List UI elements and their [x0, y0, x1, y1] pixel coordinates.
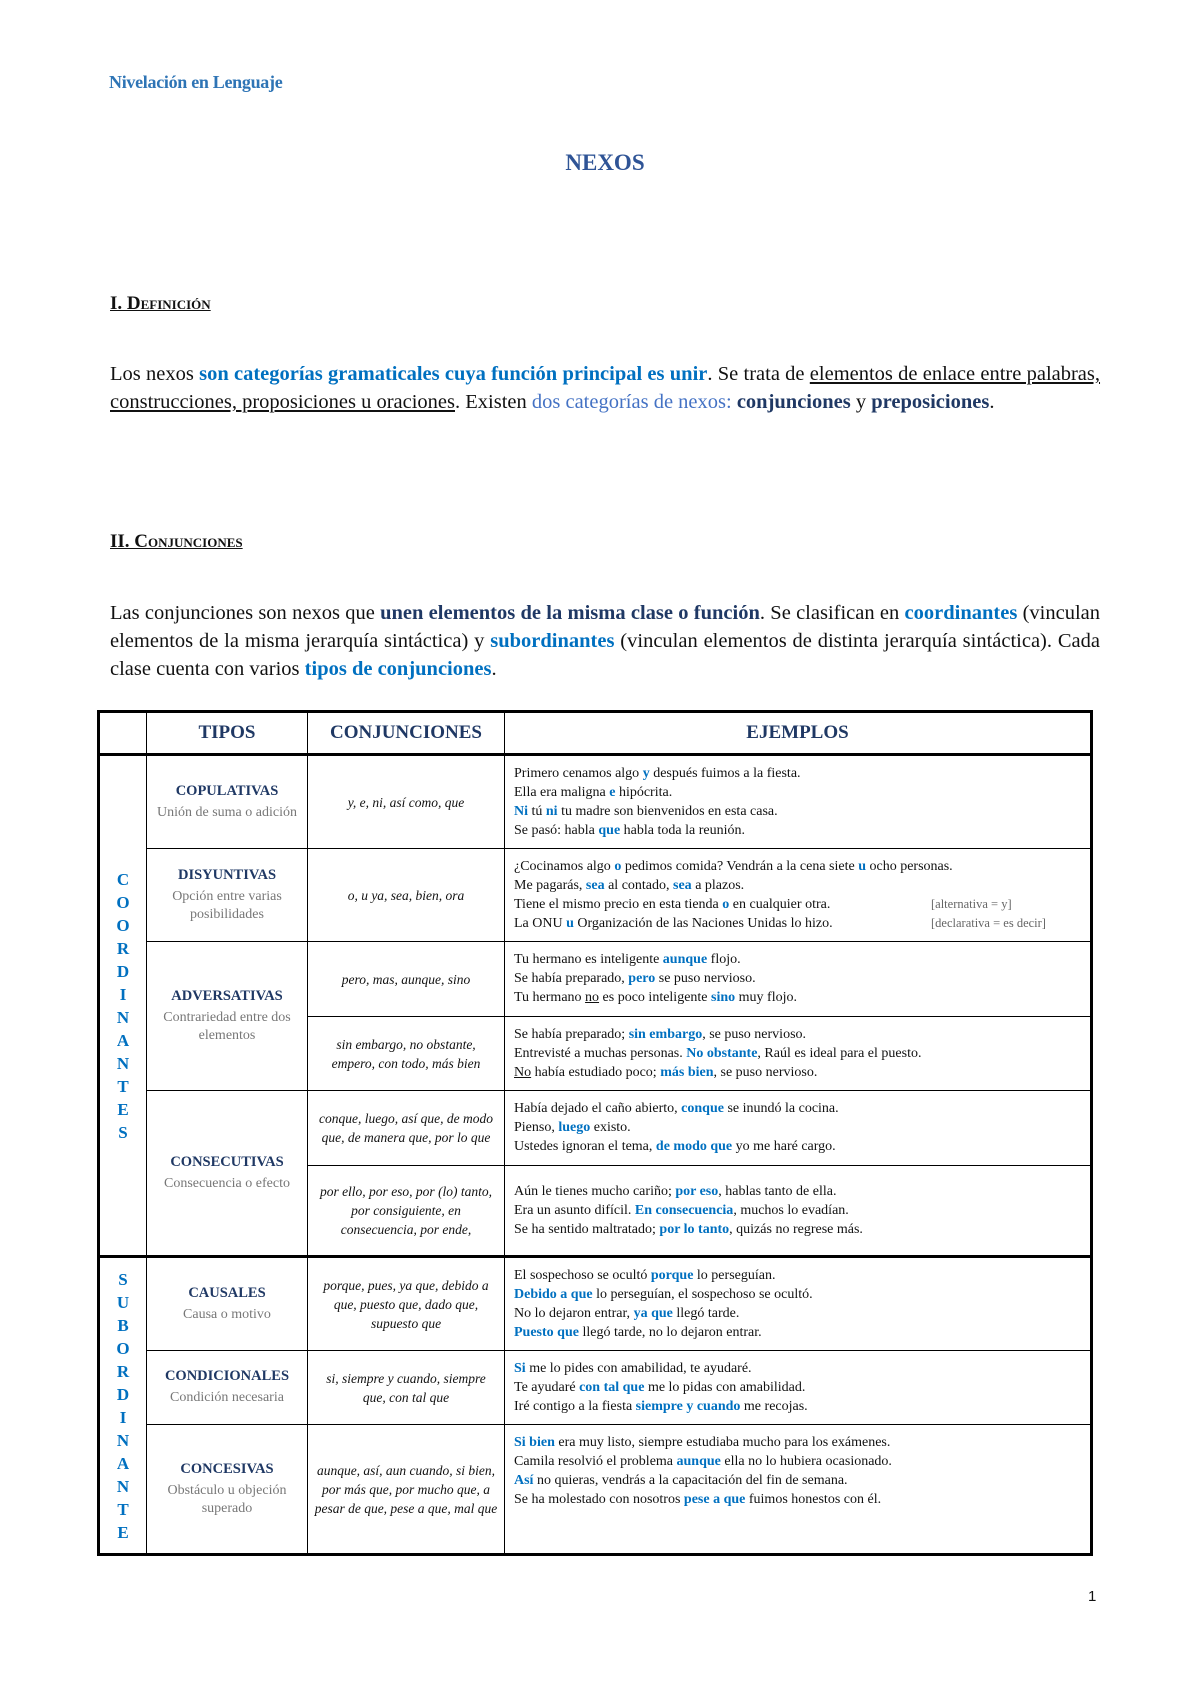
conjunctions-cell: aunque, así, aun cuando, si bien, por más que, por mucho que, a pesar de que, pese a que, mal que	[308, 1425, 505, 1555]
conjunction-highlight: En consecuencia	[634, 1203, 734, 1218]
text-segment: ocho personas.	[865, 859, 953, 874]
section-heading-conjunciones: II. Conjunciones	[110, 531, 243, 552]
conjunction-highlight: aunque	[676, 1454, 721, 1469]
example-sentence	[514, 1063, 817, 1082]
example-line	[514, 1044, 1081, 1063]
conjunction-highlight: Si	[514, 1361, 526, 1376]
conjunctions-cell: y, e, ni, así como, que	[308, 755, 505, 849]
example-note: [alternativa = y]	[931, 897, 1012, 911]
header-ejemplos: EJEMPLOS	[505, 712, 1092, 755]
example-line	[514, 1304, 1081, 1323]
text-segment: Camila resolvió el problema	[514, 1454, 677, 1469]
group-letter: N	[116, 1007, 130, 1027]
group-letter: B	[117, 1315, 129, 1335]
group-letter: U	[116, 1292, 130, 1312]
text-segment: .	[491, 658, 497, 680]
header-conjunciones: CONJUNCIONES	[308, 712, 505, 755]
type-cell	[147, 849, 308, 942]
text-segment: Tu hermano es inteligente	[514, 952, 663, 967]
text-segment: Primero cenamos algo	[514, 766, 643, 781]
examples-cell	[505, 1425, 1092, 1555]
text-segment: . Se trata de	[707, 363, 810, 385]
text-segment: (vinculan elementos de la misma jerarquía sintáctica) y	[110, 602, 1100, 652]
group-letter: T	[117, 1499, 129, 1519]
section-heading-definicion: I. Definición	[110, 293, 211, 314]
example-line	[514, 1201, 1081, 1220]
conjunctions-cell: conque, luego, así que, de modo que, de manera que, por lo que	[308, 1091, 505, 1166]
text-segment: No lo dejaron entrar,	[514, 1306, 634, 1321]
text-segment: había estudiado poco;	[531, 1065, 661, 1080]
type-description: Condición necesaria	[170, 1390, 284, 1405]
text-segment: , se puso nervioso.	[713, 1065, 818, 1080]
conjunction-highlight: e	[609, 785, 616, 800]
type-description: Causa o motivo	[183, 1306, 271, 1322]
text-segment: Te ayudaré	[514, 1380, 580, 1395]
text-segment: Iré contigo a la fiesta	[514, 1399, 636, 1414]
conjunction-highlight: ya que	[633, 1306, 673, 1321]
text-segment: hipócrita.	[615, 785, 673, 800]
text-segment: lo perseguían, el sospechoso se ocultó.	[592, 1287, 813, 1302]
text-segment: Era un asunto difícil.	[514, 1203, 635, 1218]
conjunction-highlight: o	[614, 859, 622, 874]
example-line	[514, 1452, 1081, 1471]
group-letter: E	[117, 1522, 129, 1542]
conjunction-highlight: Si bien	[514, 1435, 555, 1450]
type-name: CONCESIVAS	[180, 1460, 274, 1477]
highlighted-text: tipos de conjunciones	[304, 658, 492, 680]
group-letter: E	[117, 1099, 129, 1119]
type-cell	[147, 755, 308, 849]
example-sentence	[514, 802, 778, 821]
text-segment: tú	[528, 804, 546, 819]
group-letter: N	[116, 1430, 130, 1450]
group-letter: S	[118, 1269, 128, 1289]
text-segment: no quieras, vendrás a la capacitación del fin de semana.	[533, 1473, 848, 1488]
conjunctions-table	[97, 710, 1093, 1556]
text-segment: . Se clasifican en	[759, 602, 905, 624]
conjunction-highlight: porque	[650, 1268, 694, 1283]
type-cell	[147, 1351, 308, 1425]
group-letter: C	[116, 869, 130, 889]
highlighted-text: elementos de enlace entre palabras, construcciones, proposiciones u oraciones	[110, 363, 1101, 413]
example-line	[514, 950, 1081, 969]
example-sentence	[514, 1137, 836, 1156]
text-segment: me lo pidas con amabilidad.	[644, 1380, 806, 1395]
group-letter: O	[116, 892, 130, 912]
conjunction-highlight: No obstante	[686, 1046, 758, 1061]
text-segment: Había dejado el caño abierto,	[514, 1101, 682, 1116]
text-segment: Los nexos	[110, 363, 200, 385]
group-letter: O	[116, 915, 130, 935]
conjunction-highlight: Ni	[514, 804, 528, 819]
example-sentence	[514, 1397, 808, 1416]
example-line	[514, 895, 1081, 914]
type-description: Obstáculo u objeción superado	[167, 1482, 287, 1516]
example-sentence	[514, 857, 953, 876]
text-segment: a plazos.	[691, 878, 745, 893]
text-segment: existo.	[590, 1120, 631, 1135]
group-letter: N	[116, 1476, 130, 1496]
example-line	[514, 1397, 1081, 1416]
text-segment: se puso nervioso.	[655, 971, 756, 986]
text-segment: llegó tarde, no lo dejaron entrar.	[578, 1325, 762, 1340]
text-segment: ¿Cocinamos algo	[514, 859, 615, 874]
table-row	[99, 1351, 1092, 1425]
example-sentence	[514, 1378, 805, 1397]
example-sentence	[514, 1044, 921, 1063]
text-segment: Ella era maligna	[514, 785, 610, 800]
text-segment: , Raúl es ideal para el puesto.	[757, 1046, 922, 1061]
example-line	[514, 1378, 1081, 1397]
text-segment: Se había preparado,	[514, 971, 629, 986]
type-cell	[147, 1425, 308, 1555]
example-sentence	[514, 876, 744, 895]
text-segment: Ustedes ignoran el tema,	[514, 1139, 656, 1154]
text-segment: lo perseguían.	[693, 1268, 776, 1283]
page-title: NEXOS	[565, 150, 645, 175]
examples-cell	[505, 849, 1092, 942]
text-segment: (vinculan elementos de distinta jerarquía sintáctica). Cada clase cuenta con varios	[110, 630, 1100, 680]
example-sentence	[514, 1266, 775, 1285]
conjunction-highlight: pero	[628, 971, 656, 986]
page-number: 1	[1088, 1588, 1097, 1605]
text-segment: No	[514, 1065, 532, 1080]
group-label-coordinantes	[99, 755, 147, 1257]
conjunctions-cell: pero, mas, aunque, sino	[308, 942, 505, 1017]
text-segment: Entrevisté a muchas personas.	[514, 1046, 687, 1061]
example-sentence	[514, 1304, 739, 1323]
conjunctions-cell: sin embargo, no obstante, empero, con todo, más bien	[308, 1017, 505, 1091]
example-sentence	[514, 821, 745, 840]
example-sentence	[514, 1285, 813, 1304]
text-segment: me recojas.	[740, 1399, 808, 1414]
table-row	[99, 1257, 1092, 1351]
example-sentence	[514, 783, 672, 802]
text-segment: , muchos lo evadían.	[733, 1203, 849, 1218]
example-line	[514, 1099, 1081, 1118]
example-line	[514, 1182, 1081, 1201]
conjunction-highlight: de modo que	[655, 1139, 733, 1154]
example-line	[514, 1118, 1081, 1137]
text-segment: después fuimos a la fiesta.	[649, 766, 801, 781]
group-letter: O	[116, 1338, 130, 1358]
example-sentence	[514, 1201, 849, 1220]
text-segment: tu madre son bienvenidos en esta casa.	[557, 804, 778, 819]
examples-cell	[505, 942, 1092, 1017]
example-sentence	[514, 1471, 848, 1490]
conjunction-highlight: Así	[514, 1473, 534, 1488]
header-blank	[99, 712, 147, 755]
text-segment: era muy listo, siempre estudiaba mucho para los exámenes.	[554, 1435, 891, 1450]
example-line	[514, 1359, 1081, 1378]
text-segment: me lo pides con amabilidad, te ayudaré.	[525, 1361, 752, 1376]
example-line	[514, 876, 1081, 895]
type-description: Contrariedad entre dos elementos	[163, 1009, 291, 1043]
example-line	[514, 1266, 1081, 1285]
example-sentence	[514, 1452, 892, 1471]
example-sentence	[514, 1182, 836, 1201]
highlighted-text: subordinantes	[490, 630, 615, 652]
example-line	[514, 914, 1081, 933]
text-segment: yo me haré cargo.	[732, 1139, 836, 1154]
group-letter: D	[116, 1384, 130, 1404]
conjunction-highlight: sea	[585, 878, 605, 893]
highlighted-text: preposiciones	[871, 391, 990, 413]
text-segment: se inundó la cocina.	[723, 1101, 839, 1116]
table-header-row	[99, 712, 1092, 755]
example-sentence	[514, 914, 833, 933]
example-sentence	[514, 1490, 881, 1509]
text-segment: , se puso nervioso.	[702, 1027, 807, 1042]
example-line	[514, 1285, 1081, 1304]
conjunction-highlight: pese a que	[683, 1492, 746, 1507]
examples-cell	[505, 1017, 1092, 1091]
running-header: Nivelación en Lenguaje	[109, 72, 283, 92]
examples-cell	[505, 1351, 1092, 1425]
text-segment: Tu hermano	[514, 990, 586, 1005]
text-segment: El sospechoso se ocultó	[514, 1268, 651, 1283]
conjunction-highlight: aunque	[662, 952, 708, 967]
example-sentence	[514, 988, 797, 1007]
table-row	[99, 755, 1092, 849]
text-segment: ella no lo hubiera ocasionado.	[720, 1454, 892, 1469]
example-sentence	[514, 1099, 839, 1118]
type-name: COPULATIVAS	[175, 782, 279, 799]
example-sentence	[514, 950, 741, 969]
text-segment: pedimos comida? Vendrán a la cena siete	[621, 859, 859, 874]
group-letter: D	[116, 961, 130, 981]
conjunction-highlight: ni	[545, 804, 558, 819]
text-segment: . Existen	[455, 391, 532, 413]
table-row	[99, 1425, 1092, 1555]
conjunction-highlight: más bien	[660, 1065, 714, 1080]
text-segment: fuimos honestos con él.	[745, 1492, 882, 1507]
example-line	[514, 1433, 1081, 1452]
text-segment: llegó tarde.	[672, 1306, 740, 1321]
example-line	[514, 1323, 1081, 1342]
group-letter: N	[116, 1053, 130, 1073]
text-segment: no	[585, 990, 600, 1005]
text-segment: habla toda la reunión.	[620, 823, 745, 838]
text-segment: muy flojo.	[735, 990, 797, 1005]
text-segment: Se ha sentido maltratado;	[514, 1222, 660, 1237]
type-cell	[147, 942, 308, 1091]
text-segment: Se pasó: habla	[514, 823, 599, 838]
highlighted-text: conjunciones	[736, 391, 851, 413]
table-row	[99, 942, 1092, 1017]
table-row	[99, 1091, 1092, 1166]
example-line	[514, 988, 1081, 1007]
table-row	[99, 849, 1092, 942]
conjunction-highlight: siempre y cuando	[635, 1399, 741, 1414]
conjunction-highlight: u	[858, 859, 866, 874]
conjunction-highlight: sin embargo	[628, 1027, 703, 1042]
type-description: Opción entre varias posibilidades	[172, 888, 282, 922]
example-line	[514, 764, 1081, 783]
example-line	[514, 1137, 1081, 1156]
type-name: ADVERSATIVAS	[171, 987, 283, 1004]
example-line	[514, 1063, 1081, 1082]
group-letter: T	[117, 1076, 129, 1096]
highlighted-text: son categorías gramaticales cuya función principal es unir	[199, 363, 708, 385]
conjunction-highlight: conque	[681, 1101, 724, 1116]
example-line	[514, 783, 1081, 802]
type-cell	[147, 1257, 308, 1351]
group-letter: S	[118, 1122, 128, 1142]
example-line	[514, 969, 1081, 988]
example-line	[514, 1025, 1081, 1044]
example-sentence	[514, 1323, 762, 1342]
examples-cell	[505, 1166, 1092, 1257]
type-cell	[147, 1091, 308, 1257]
conjunction-highlight: Puesto que	[514, 1325, 579, 1340]
example-note: [declarativa = es decir]	[931, 916, 1046, 930]
conjunction-highlight: luego	[558, 1120, 591, 1135]
example-sentence	[514, 764, 801, 783]
conjunction-highlight: con tal que	[579, 1380, 645, 1395]
highlighted-text: coordinantes	[904, 602, 1018, 624]
text-segment: , hablas tanto de ella.	[718, 1184, 837, 1199]
text-segment: Organización de las Naciones Unidas lo hizo.	[573, 916, 833, 931]
example-sentence	[514, 1220, 863, 1239]
text-segment: La ONU	[514, 916, 567, 931]
conjunctions-cell: si, siempre y cuando, siempre que, con tal que	[308, 1351, 505, 1425]
type-description: Unión de suma o adición	[157, 804, 297, 820]
text-segment: flojo.	[707, 952, 741, 967]
text-segment: .	[989, 391, 995, 413]
group-letter: A	[116, 1453, 130, 1473]
type-name: DISYUNTIVAS	[177, 866, 277, 883]
text-segment: es poco inteligente	[599, 990, 712, 1005]
conjunction-highlight: y	[642, 766, 650, 781]
group-letter: I	[119, 1407, 127, 1427]
conjunction-highlight: Debido a que	[514, 1287, 593, 1302]
text-segment: Tiene el mismo precio en esta tienda	[514, 897, 723, 912]
conjunction-highlight: u	[566, 916, 574, 931]
examples-cell	[505, 755, 1092, 849]
type-name: CAUSALES	[188, 1284, 266, 1301]
definition-paragraph	[110, 360, 1100, 416]
example-line	[514, 1220, 1081, 1239]
group-letter: R	[116, 1361, 130, 1381]
example-line	[514, 1490, 1081, 1509]
text-segment: al contado,	[604, 878, 674, 893]
text-segment: Pienso,	[514, 1120, 559, 1135]
type-description: Consecuencia o efecto	[164, 1175, 290, 1191]
example-sentence	[514, 1433, 890, 1452]
group-letter: R	[116, 938, 130, 958]
example-sentence	[514, 1359, 752, 1378]
conjunctions-cell: porque, pues, ya que, debido a que, puesto que, dado que, supuesto que	[308, 1257, 505, 1351]
text-segment: , quizás no regrese más.	[729, 1222, 863, 1237]
example-line	[514, 821, 1081, 840]
header-tipos: TIPOS	[147, 712, 308, 755]
highlighted-text: dos categorías de nexos:	[531, 391, 732, 413]
text-segment: Se había preparado;	[514, 1027, 629, 1042]
example-sentence	[514, 1025, 806, 1044]
conjunction-highlight: sea	[673, 878, 692, 893]
example-line	[514, 802, 1081, 821]
conjunction-highlight: sino	[711, 990, 736, 1005]
text-segment: Aún le tienes mucho cariño;	[514, 1184, 676, 1199]
conjunctions-cell: por ello, por eso, por (lo) tanto, por consiguiente, en consecuencia, por ende,	[308, 1166, 505, 1257]
example-sentence	[514, 895, 830, 914]
example-sentence	[514, 969, 756, 988]
conjunction-highlight: por lo tanto	[659, 1222, 730, 1237]
highlighted-text: unen elementos de la misma clase o función	[380, 602, 760, 624]
text-segment: Se ha molestado con nosotros	[514, 1492, 684, 1507]
conjunction-highlight: que	[598, 823, 621, 838]
text-segment: y	[850, 391, 872, 413]
text-segment: Las conjunciones son nexos que	[110, 602, 381, 624]
conjunction-highlight: o	[722, 897, 730, 912]
examples-cell	[505, 1091, 1092, 1166]
text-segment: Me pagarás,	[514, 878, 586, 893]
group-letter: I	[119, 984, 127, 1004]
group-label-subordinante	[99, 1257, 147, 1555]
conjunction-highlight: por eso	[675, 1184, 719, 1199]
example-line	[514, 1471, 1081, 1490]
example-line	[514, 857, 1081, 876]
conjunctions-cell: o, u ya, sea, bien, ora	[308, 849, 505, 942]
text-segment: en cualquier otra.	[729, 897, 831, 912]
group-letter: A	[116, 1030, 130, 1050]
example-sentence	[514, 1118, 631, 1137]
examples-cell	[505, 1257, 1092, 1351]
conjunctions-paragraph	[110, 599, 1100, 683]
type-name: CONSECUTIVAS	[170, 1153, 284, 1170]
type-name: CONDICIONALES	[164, 1368, 290, 1384]
